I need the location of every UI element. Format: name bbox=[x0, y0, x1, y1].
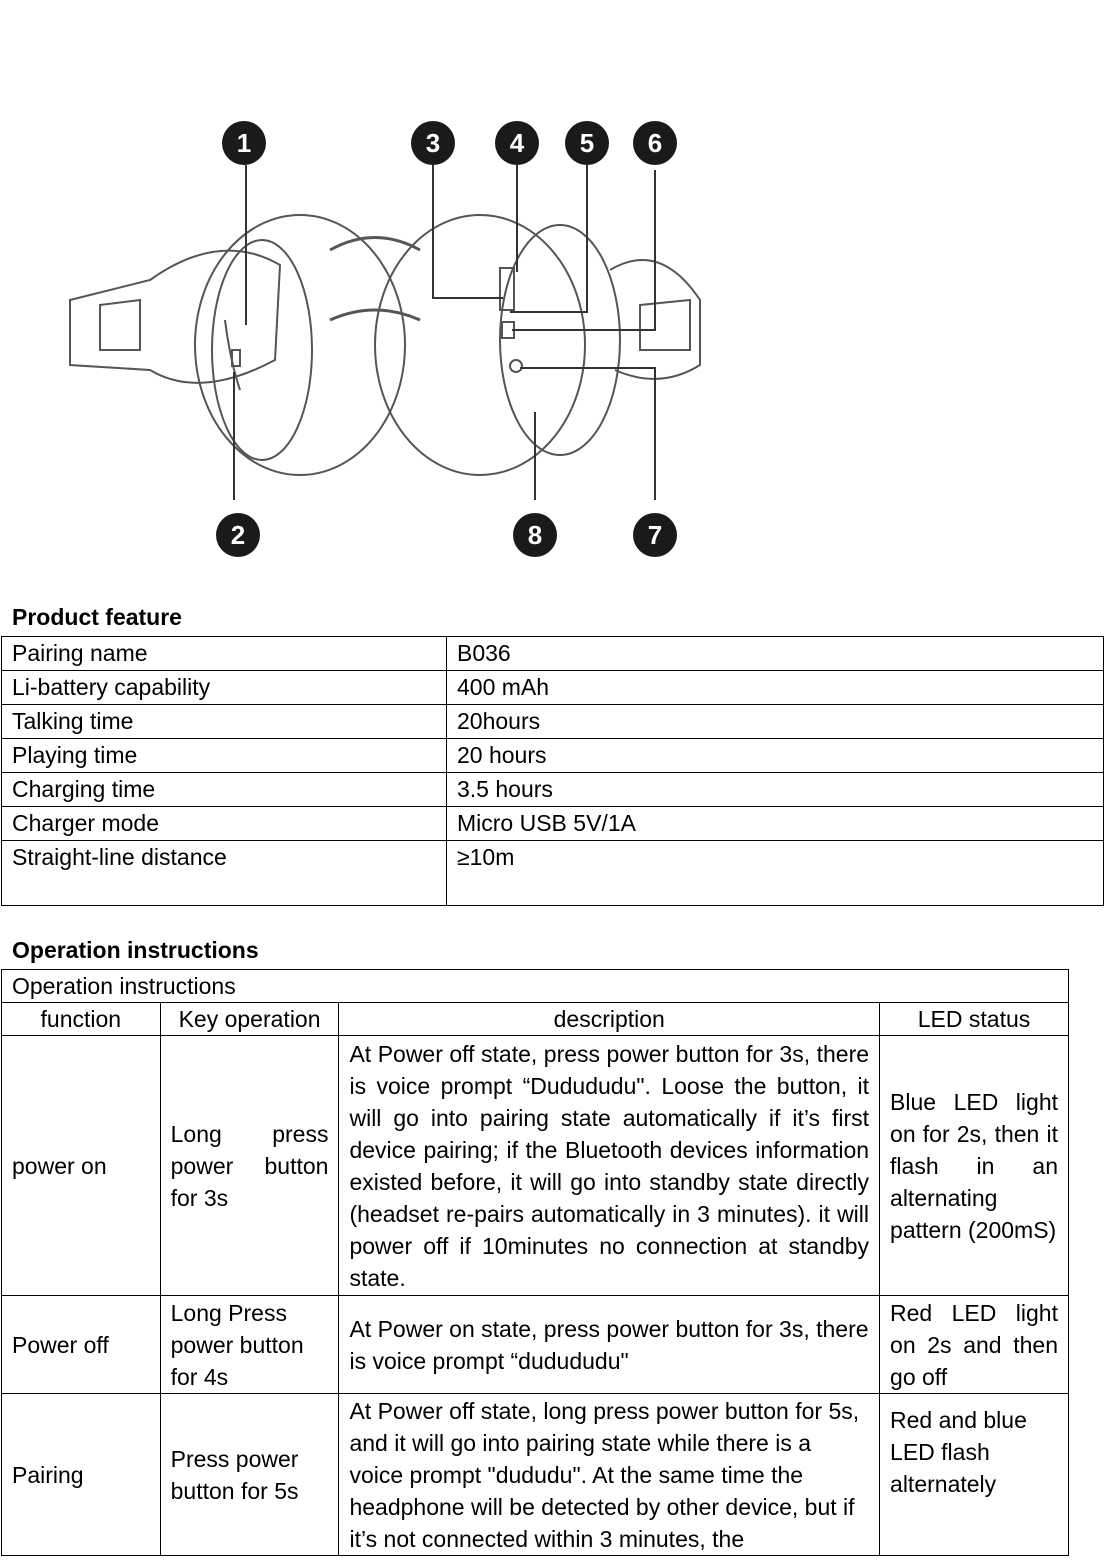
svg-text:3: 3 bbox=[425, 128, 441, 158]
key-operation-cell: Long press power button for 3s bbox=[160, 1036, 339, 1296]
feature-label: Playing time bbox=[2, 739, 447, 773]
feature-value: ≥10m bbox=[447, 841, 1104, 906]
callout-1-marker bbox=[222, 121, 266, 165]
table-title-row bbox=[2, 970, 1069, 1003]
feature-label: Talking time bbox=[2, 705, 447, 739]
table-row bbox=[2, 841, 1104, 906]
product-feature-table bbox=[1, 636, 1104, 906]
table-row bbox=[2, 807, 1104, 841]
description-cell: At Power on state, press power button for 3s, there is voice prompt “dudududu" bbox=[339, 1296, 880, 1394]
led-status-cell: Red LED light on 2s and then go off bbox=[880, 1296, 1069, 1394]
column-header-description: description bbox=[339, 1003, 880, 1036]
feature-value: 20hours bbox=[447, 705, 1104, 739]
feature-value: B036 bbox=[447, 637, 1104, 671]
key-operation-cell: Long Press power button for 4s bbox=[160, 1296, 339, 1394]
table-row bbox=[2, 1296, 1069, 1394]
svg-text:8: 8 bbox=[527, 520, 543, 550]
table-title: Operation instructions bbox=[2, 970, 1069, 1003]
callout-2-marker bbox=[216, 513, 260, 557]
function-cell: Pairing bbox=[2, 1394, 161, 1556]
svg-text:1: 1 bbox=[236, 128, 252, 158]
table-header-row bbox=[2, 1003, 1069, 1036]
feature-value: Micro USB 5V/1A bbox=[447, 807, 1104, 841]
column-header-function: function bbox=[2, 1003, 161, 1036]
table-row bbox=[2, 1394, 1069, 1556]
feature-value: 3.5 hours bbox=[447, 773, 1104, 807]
table-row bbox=[2, 637, 1104, 671]
feature-label: Charging time bbox=[2, 773, 447, 807]
operation-instructions-heading: Operation instructions bbox=[12, 937, 259, 963]
svg-text:2: 2 bbox=[230, 520, 246, 550]
table-row bbox=[2, 705, 1104, 739]
feature-value: 400 mAh bbox=[447, 671, 1104, 705]
svg-text:7: 7 bbox=[647, 520, 663, 550]
description-cell: At Power off state, long press power button for 5s, and it will go into pairing state while there is a voice prompt "dududu". At the same time the headphone will be detected by other device, but if it’s not connected within 3 minutes, the bbox=[339, 1394, 880, 1556]
function-cell: Power off bbox=[2, 1296, 161, 1394]
callout-7-marker bbox=[633, 513, 677, 557]
feature-label: Pairing name bbox=[2, 637, 447, 671]
key-operation-cell: Press power button for 5s bbox=[160, 1394, 339, 1556]
callout-3-marker bbox=[411, 121, 455, 165]
table-row bbox=[2, 739, 1104, 773]
feature-value: 20 hours bbox=[447, 739, 1104, 773]
svg-text:5: 5 bbox=[579, 128, 595, 158]
headphone-diagram bbox=[0, 0, 1105, 600]
svg-text:4: 4 bbox=[509, 128, 525, 158]
led-status-cell: Red and blue LED flash alternately bbox=[880, 1394, 1069, 1556]
feature-label: Li-battery capability bbox=[2, 671, 447, 705]
feature-label: Straight-line distance bbox=[2, 841, 447, 906]
product-feature-heading: Product feature bbox=[12, 604, 182, 630]
table-row bbox=[2, 671, 1104, 705]
description-cell: At Power off state, press power button for 3s, there is voice prompt “Dudududu". Loose the button, it will go into pairing state automatically if it’s first device pairing; if the Bluetooth devices information existed before, it will go into standby state directly (headset re-pairs automatically in 3 minutes). it will power off if 10minutes no connection at standby state. bbox=[339, 1036, 880, 1296]
callout-8-marker bbox=[513, 513, 557, 557]
column-header-led-status: LED status bbox=[880, 1003, 1069, 1036]
callout-5-marker bbox=[565, 121, 609, 165]
function-cell: power on bbox=[2, 1036, 161, 1296]
callout-6-marker bbox=[633, 121, 677, 165]
led-status-cell: Blue LED light on for 2s, then it flash in an alternating pattern (200mS) bbox=[880, 1036, 1069, 1296]
operation-instructions-table bbox=[1, 969, 1069, 1556]
callout-markers bbox=[216, 121, 677, 557]
column-header-key-operation: Key operation bbox=[160, 1003, 339, 1036]
svg-text:6: 6 bbox=[647, 128, 663, 158]
table-row bbox=[2, 1036, 1069, 1296]
table-row bbox=[2, 773, 1104, 807]
feature-label: Charger mode bbox=[2, 807, 447, 841]
callout-4-marker bbox=[495, 121, 539, 165]
